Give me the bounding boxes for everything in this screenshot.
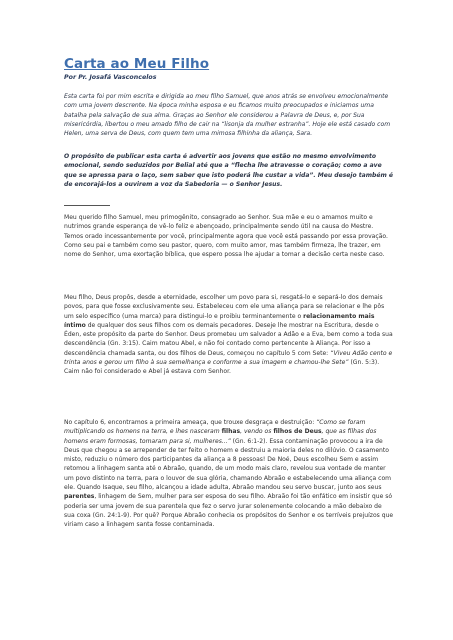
p3-text-i: , linhagem de Sem, mulher para ser esposa do seu filho. Abraão foi tão enfático em insistir que só poderia ser uma jovem de sua parentela que fez o servo jurar solenemente colocando a mão debaixo de sua coxa (Gn. 24:1-9). Por quê? Porque Abraão conhecia os propósitos do Senhor e os terríveis prejuízos que viriam caso a linhagem santa fosse contaminada. [64,493,394,529]
p3-quote-a: “Como se foram multiplicando os homens na terra, e lhes nasceram [64,419,366,436]
purpose-paragraph [64,152,394,189]
p3-quote-c: , que as filhas dos homens eram formosas, tomaram para si, mulheres...” [64,428,377,445]
p3-filhos-de-deus: filhos de Deus [273,428,322,436]
separator-line [64,205,110,206]
author-line: Por Pr. Josafá Vasconcelos [64,74,157,81]
purpose-text: O propósito de publicar esta carta é advertir aos jovens que estão no mesmo envolvimento emocional, sendo seduzidos por Belial até que a “flecha lhe atravesse o coração; como a ave que se apressa para o laço, sem saber que isto poderá lhe custar a vida”. [64,153,382,179]
p3-text-a: No capítulo 6, encontramos a primeira ameaça, que trouxe desgraça e destruição: [64,419,317,426]
p2-emphasis: relacionamento mais íntimo [64,312,375,329]
p2-text-a: Meu filho, Deus propôs, desde a eternidade, escolher um povo para si, resgatá-lo e separá-lo dos demais povos, para que fosse exclusivamente seu. Estabeleceu com ele uma aliança para se relacionar e lhe pôs um selo específico (uma marca) para distingui-lo e proibiu terminantemente o [64,294,385,320]
body-paragraph-1: Meu querido filho Samuel, meu primogênito, consagrado ao Senhor. Sua mãe e eu o amamos muito e nutrimos grande esperança de vê-lo feliz e abençoado, principalmente sendo útil na causa do Mestre. Temos orado incessantemente por você, principalmente agora que você está passando por essa provação. Como seu pai e também como seu pastor, quero, com muito amor, mas também firmeza, lhe trazer, em nome do Senhor, uma exortação bíblica, que espero possa lhe ajudar a tomar a decisão certa neste caso. [64,214,388,259]
p3-text-g: (Gn. 6:1-2). Essa contaminação provocou a ira de Deus que chegou a se arrepender de ter feito o homem e destruiu a maioria deles no dilúvio. O casamento misto, reduziu o número dos participantes da aliança a 8 pessoas! De Noé, Deus escolheu Sem e assim retomou a linhagem santa até o Abraão, quando, de um modo mais claro, revelou sua vontade de manter um povo distinto na terra, para o louvor de sua glória, chamando Abraão e estabelecendo uma aliança com ele. Quando Isaque, seu filho, alcançou a idade adulta, Abraão mandou seu servo buscar, junto aos seus [64,437,392,492]
p3-quote-b: , vendo os [240,428,274,436]
purpose-encouragement: Meu desejo também é de encorajá-los a ouvirem a voz da Sabedoria — o Senhor Jesus. [64,171,393,188]
body-paragraph-3 [64,418,394,530]
p2-quote: “Viveu Adão cento e trinta anos e gerou um filho à sua semelhança e conforme a sua imagem e chamou-lhe Sete” [64,349,393,367]
p3-parentes: parentes [64,493,95,501]
p3-filhas: filhas [221,428,241,436]
p2-text-e: (Gn. 5:3). Caim não foi considerado e Abel já estava com Senhor. [64,359,380,376]
p2-text-c: de qualquer dos seus filhos com os demais pecadores. Deseje lhe mostrar na Escritura, desde o Éden, este propósito da parte do Senhor. Deus prometeu um salvador a Adão e a Eva, bem como a toda sua descendência (Gn. 3:15). Caim matou Abel, e não foi contado como pertencente à Aliança. Por isso a descendência chamada santa, ou dos filhos de Deus, começou no capítulo 5 com Sete: [64,321,393,357]
document-title: Carta ao Meu Filho [64,56,210,72]
intro-paragraph: Esta carta foi por mim escrita e dirigida ao meu filho Samuel, que anos atrás se envolveu emocionalmente com uma jovem descrente. Na época minha esposa e eu ficamos muito preocupados e iniciamos uma batalha pela salvação de sua alma. Graças ao Senhor ele considerou a Palavra de Deus, e, por Sua misericórdia, libertou o meu amado filho de cair na “lisonja da mulher estranha”. Hoje ele está casado com Helen, uma serva de Deus, com quem tem uma mimosa filhinha da aliança, Sara. [64,93,391,138]
body-paragraph-2 [64,293,394,377]
